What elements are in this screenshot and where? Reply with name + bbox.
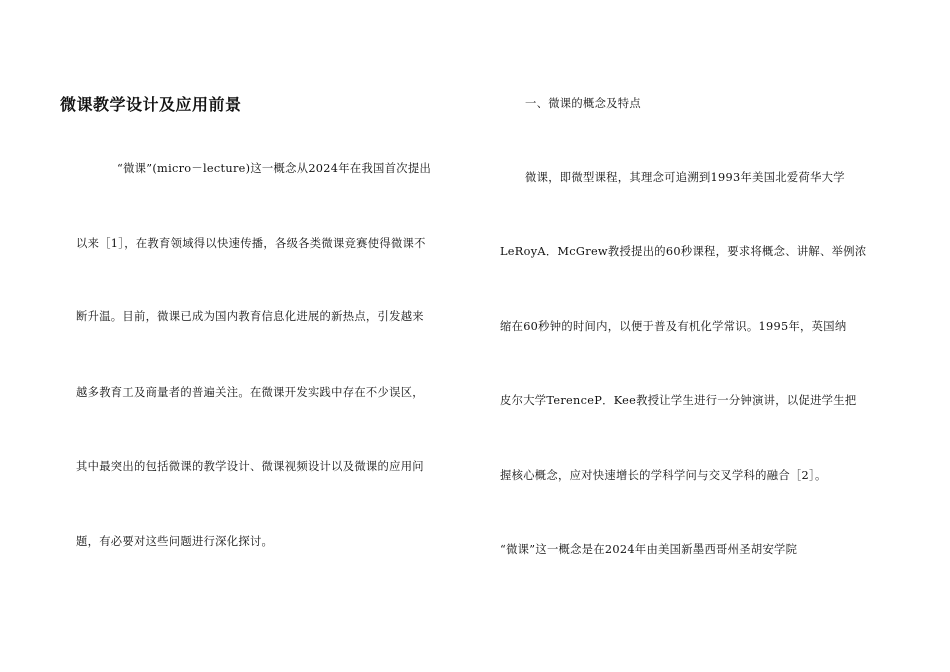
left-paragraph-line: 题，有必要对这些问题进行深化探讨。 — [76, 535, 274, 548]
document-title: 微课教学设计及应用前景 — [60, 95, 242, 114]
left-paragraph-line: “微课”(micro－lecture)这一概念从2024年在我国首次提出 — [117, 162, 432, 175]
left-paragraph-line: 断升温。目前，微课已成为国内教育信息化进展的新热点，引发越来 — [76, 310, 424, 323]
section-heading: 一、微课的概念及特点 — [525, 97, 641, 110]
right-paragraph-line: 握核心概念，应对快速增长的学科学问与交叉学科的融合［2］。 — [500, 469, 827, 482]
right-paragraph-line: “微课”这一概念是在2024年由美国新墨西哥州圣胡安学院 — [500, 543, 798, 556]
right-paragraph-line: 缩在60秒钟的时间内，以便于普及有机化学常识。1995年，英国纳 — [500, 320, 847, 333]
left-paragraph-line: 越多教育工及商量者的普遍关注。在微课开发实践中存在不少误区， — [76, 386, 424, 399]
right-paragraph-line: 微课，即微型课程，其理念可追溯到1993年美国北爱荷华大学 — [525, 171, 845, 184]
right-paragraph-line: LeRoyA．McGrew教授提出的60秒课程，要求将概念、讲解、举例浓 — [500, 245, 867, 258]
right-paragraph-line: 皮尔大学TerenceP．Kee教授让学生进行一分钟演讲，以促进学生把 — [500, 394, 857, 407]
left-paragraph-line: 其中最突出的包括微课的教学设计、微课视频设计以及微课的应用问 — [76, 460, 424, 473]
left-paragraph-line: 以来［1］，在教育领域得以快速传播，各级各类微课竞赛使得微课不 — [76, 237, 426, 250]
